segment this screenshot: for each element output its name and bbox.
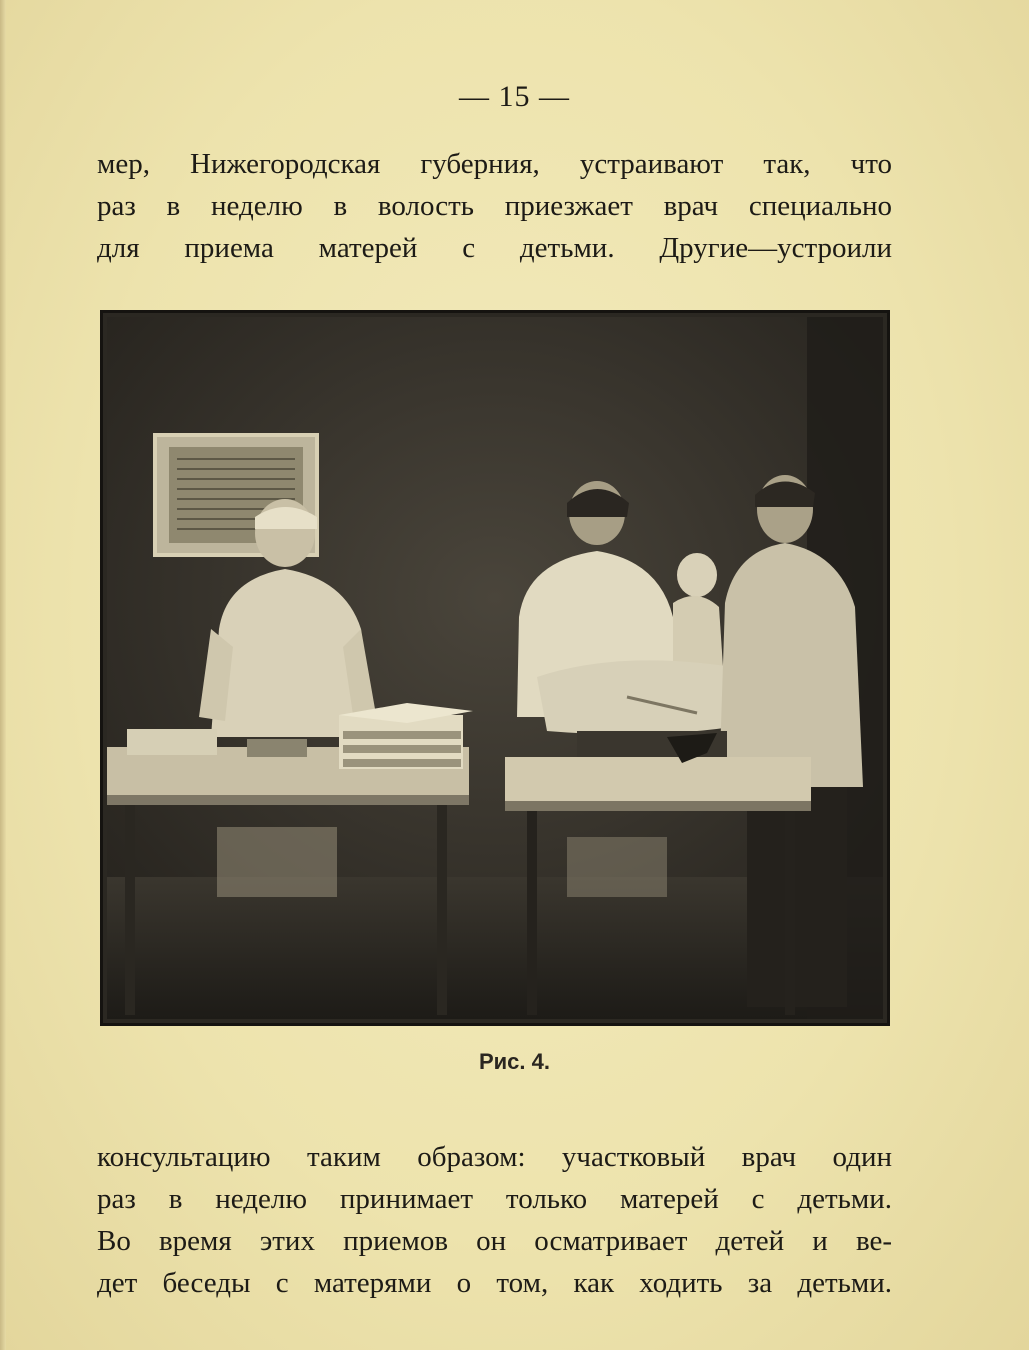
paragraph-top [97,143,892,269]
photo-icon [107,317,883,1019]
text-line: дет беседы с матерями о том, как ходить за детьми. [97,1267,892,1299]
text-line: Во время этих приемов он осматривает детей и ве- [97,1225,892,1257]
page-edge [0,0,6,1350]
figure-caption: Рис. 4. [478,1049,550,1074]
text-line: для приема матерей с детьми. Другие—устроили [97,232,892,264]
text-line: консультацию таким образом: участковый врач один [97,1141,892,1173]
text-line: мер, Нижегородская губерния, устраивают так, что [97,148,892,180]
figure-photo-frame [100,310,890,1026]
paragraph-bottom [97,1136,892,1304]
text-line: раз в неделю принимает только матерей с детьми. [97,1183,892,1215]
text-line: раз в неделю в волость приезжает врач специально [97,190,892,222]
page-number: — 15 — [459,80,570,113]
